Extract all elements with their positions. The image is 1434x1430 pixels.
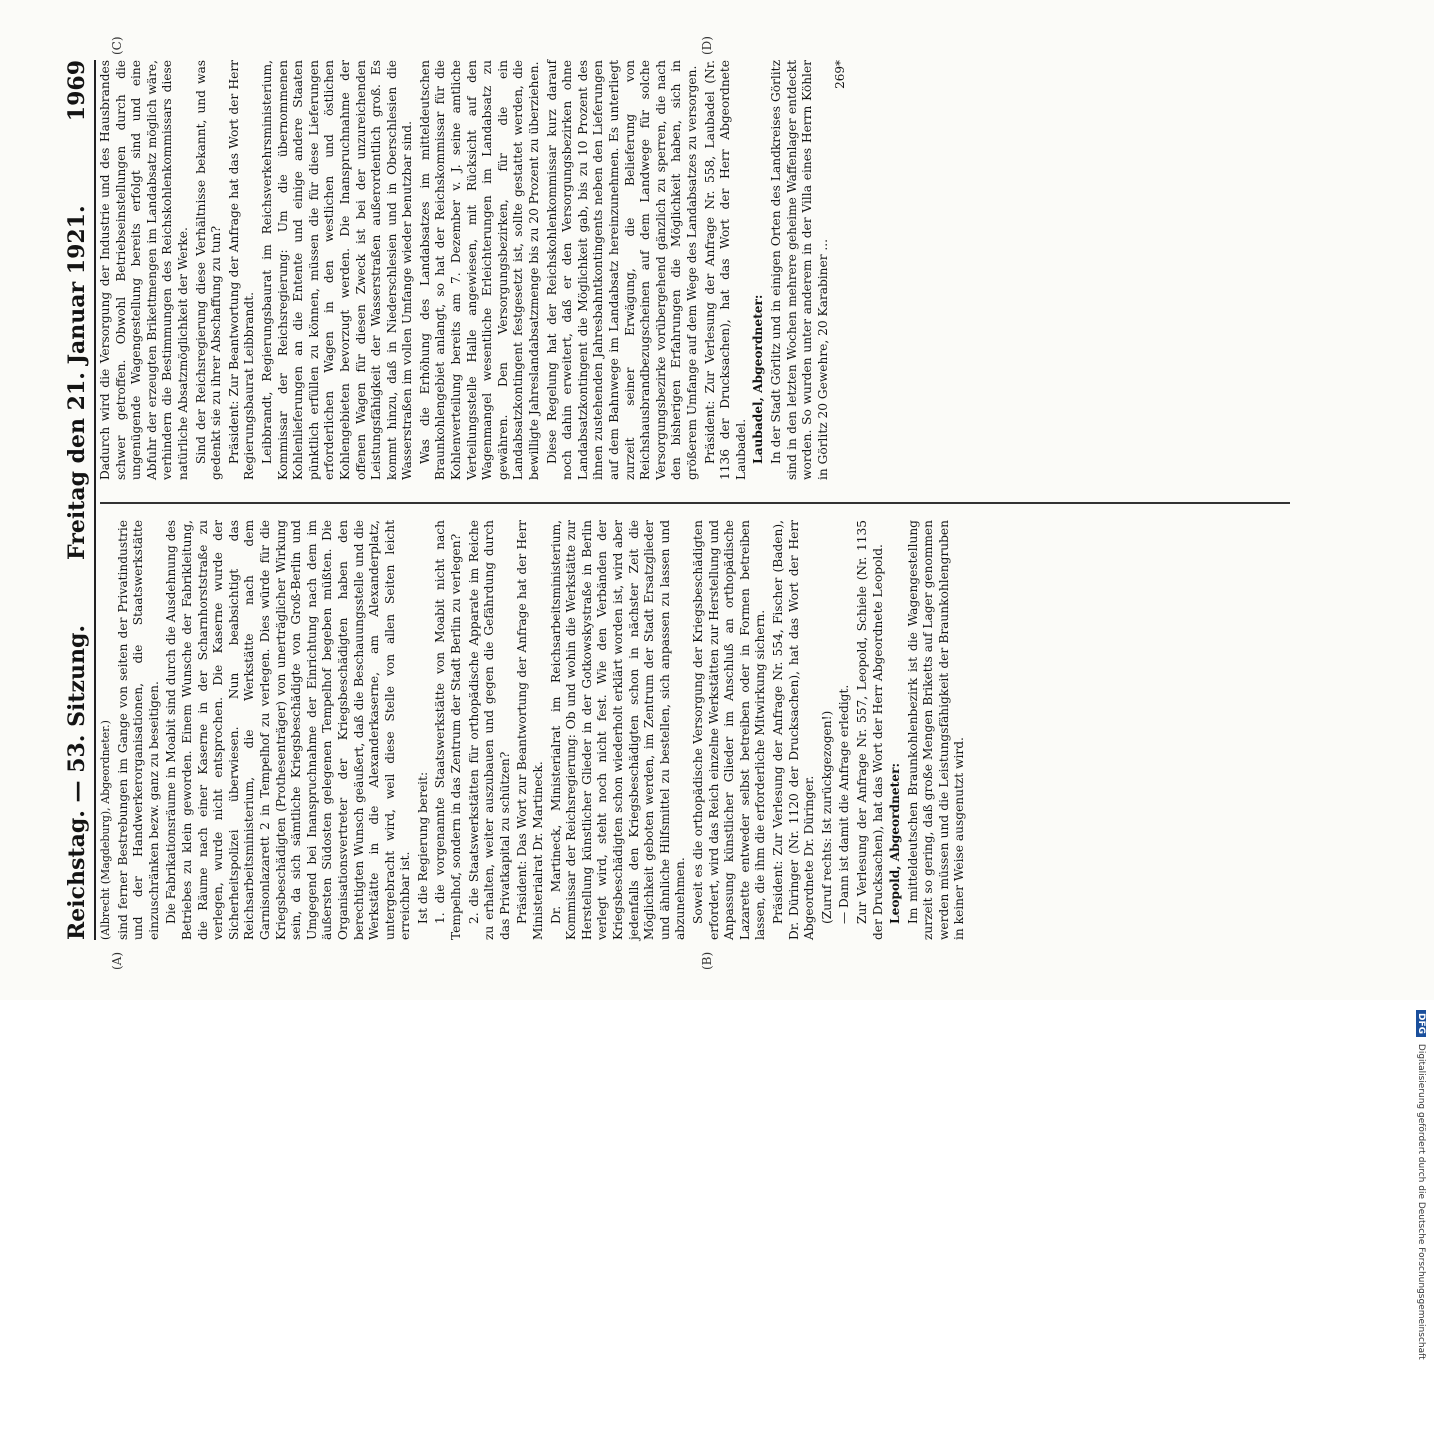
dfg-logo: DFG xyxy=(1416,1010,1426,1037)
paragraph: 1. die vorgenannte Staatswerkstätte von Moabit nicht nach Tempelhof, sondern in das Zentrum der Stadt Berlin zu verlegen? xyxy=(433,520,464,940)
paragraph: Präsident: Das Wort zur Beantwortung der Anfrage hat der Herr Ministerialrat Dr. Martineck. xyxy=(515,520,546,940)
paragraph: Dr. Martineck, Ministerialrat im Reichsarbeitsministerium, Kommissar der Reichsregierung: Ob und wohin die Werkstätte zur Herstellung künstlicher Glieder in der Gotkowskystraße in Berlin verlegt wird, steht noch nicht fest. Wie den Verbänden der Kriegsbeschädigten schon wiederholt erklärt worden ist, wird aber jedenfalls den Kriegsbeschädigten schon in nächster Zeit die Möglichkeit geboten werden, im Zentrum der Stadt Ersatzglieder und ähnliche Hilfsmittel zu bestellen, sich anpassen zu lassen und abzunehmen. xyxy=(548,520,688,940)
funding-text: Digitalisierung gefördert durch die Deutsche Forschungsgemeinschaft xyxy=(1416,1043,1426,1360)
paragraph: Zur Verlesung der Anfrage Nr. 557, Leopold, Schiele (Nr. 1135 der Drucksachen), hat das Wort der Herr Abgeordnete Leopold. xyxy=(854,520,885,940)
speaker-name: Leopold, Abgeordneter: xyxy=(888,763,903,924)
header-date: Freitag den 21. Januar 1921. xyxy=(64,205,90,560)
paragraph: Dadurch wird die Versorgung der Industrie und des Hausbrandes schwer getroffen. Obwohl Betriebseinstellungen durch die ungenügende Wagengestellung bereits erfolgt sind und eine Abfuhr der erzeugten Brikettmengen im Landabsatz möglich wäre, verhindern die Bestimmungen des Reichskohlenkommissars diese natürliche Absatzmöglichkeit der Werke. xyxy=(98,60,190,480)
paragraph: Sind der Reichsregierung diese Verhältnisse bekannt, und was gedenkt sie zu ihrer Abschaffung zu tun? xyxy=(193,60,224,480)
paragraph: 2. die Staatswerkstätten für orthopädische Apparate im Reiche zu erhalten, weiter auszubauen und gegen die Gefährdung durch das Privatkapital zu schützen? xyxy=(466,520,512,940)
page-header xyxy=(60,60,96,940)
paragraph: Präsident: Zur Beantwortung der Anfrage hat das Wort der Herr Regierungsbaurat Leibbrandt. xyxy=(226,60,257,480)
margin-label-a: (A) xyxy=(110,951,124,970)
margin-label-c: (C) xyxy=(110,36,124,55)
paragraph: In der Stadt Görlitz und in einigen Orten des Landkreises Görlitz sind in den letzten Wochen mehrere geheime Waffenlager entdeckt worden. So wurden unter anderem in der Villa eines Herrn Köhler in Görlitz 20 Gewehre, 20 Karabiner ... xyxy=(768,60,830,480)
paragraph: (Zuruf rechts: Ist zurückgezogen!) xyxy=(819,710,834,924)
funding-note xyxy=(1414,1010,1426,1430)
paragraph: Präsident: Zur Verlesung der Anfrage Nr. 558, Laubadel (Nr. 1136 der Drucksachen), hat das Wort der Herr Abgeordnete Laubadel. xyxy=(702,60,748,480)
margin-label-d: (D) xyxy=(700,36,714,55)
speaker-reference: (Albrecht (Magdeburg), Abgeordneter.) xyxy=(99,720,112,940)
left-column xyxy=(98,520,970,940)
paragraph: Was die Erhöhung des Landabsatzes im mitteldeutschen Braunkohlengebiet anlangt, so hat der Reichskommissar für die Kohlenverteilung bereits am 7. Dezember v. J. seine amtliche Verteilungsstelle Halle angewiesen, mit Rücksicht auf den Wagenmangel wesentliche Erleichterungen im Landabsatz zu gewähren. Den Versorgungsbezirken, für die ein Landabsatzkontingent festgesetzt ist, sollte gestattet werden, die bewilligte Jahreslandabsatzmenge bis zu 20 Prozent zu überziehen. xyxy=(417,60,542,480)
margin-label-b: (B) xyxy=(700,951,714,970)
speaker-name: Laubadel, Abgeordneter: xyxy=(751,294,766,464)
paragraph: Präsident: Zur Verlesung der Anfrage Nr. 554, Fischer (Baden), Dr. Düringer (Nr. 1120 der Drucksachen), hat das Wort der Herr Abgeordnete Dr. Düringer. xyxy=(770,520,817,940)
paragraph: Diese Regelung hat der Reichskohlenkommissar kurz darauf noch dahin erweitert, daß er den Versorgungsbezirken ohne Landabsatzkontingent die Möglichkeit gab, bis zu 10 Prozent des ihnen zustehenden Jahresbahntkontingents neben den Lieferungen auf dem Bahnwege im Landabsatz hereinzunehmen. Es unterliegt zurzeit seiner Erwägung, die Belieferung von Reichshausbrandbezugscheinen auf dem Landwege für solche Versorgungsbezirke vorübergehend gänzlich zu sperren, die nach den bisherigen Erfahrungen die Möglichkeit haben, sich in größerem Umfange auf dem Wege des Landabsatzes zu versorgen. xyxy=(544,60,699,480)
paragraph: Die Fabrikationsräume in Moabit sind durch die Ausdehnung des Betriebes zu klein geworden. Einem Wunsche der Fabrikleitung, die Räume nach einer Kaserne in der Scharnhorststraße zu verlegen, wurde nicht entsprochen. Die Kaserne wurde der Sicherheitspolizei überwiesen. Nun beabsichtigt das Reichsarbeitsministerium, die Werkstätte nach dem Garnisonlazarett 2 in Tempelhof zu verlegen. Dies würde für die Kriegsbeschädigten (Prothesenträger) von unerträglicher Wirkung sein, da sich sämtliche Kriegsbeschädigte von Groß-Berlin und Umgegend bei Inanspruchnahme der Einrichtung nach dem im äußersten Südosten gelegenen Tempelhof begeben müßten. Die Organisationsvertreter der Kriegsbeschädigten haben den berechtigten Wunsch geäußert, daß die Beschauungsstelle und die Werkstätte in die Alexanderkaserne, am Alexanderplatz, untergebracht wird, weil diese Stelle von allen Seiten leicht erreichbar ist. xyxy=(164,520,413,940)
header-left: Reichstag. — 53. Sitzung. xyxy=(64,624,90,940)
paragraph: Im mitteldeutschen Braunkohlenbezirk ist die Wagengestellung zurzeit so gering, daß große Mengen Briketts auf Lager genommen werden müssen und die Leistungsfähigkeit der Braunkohlengruben in keiner Weise ausgenutzt wird. xyxy=(905,520,967,940)
right-column xyxy=(98,60,851,480)
page-number: 1969 xyxy=(64,60,90,122)
paragraph: Soweit es die orthopädische Versorgung der Kriegsbeschädigten erfordert, wird das Reich einzelne Werkstätten zur Herstellung und Anpassung künstlicher Glieder im Anschluß an orthopädische Lazarette entweder selbst betreiben oder in Formen betreiben lassen, die ihm die erforderliche Mitwirkung sichern. xyxy=(690,520,768,940)
paragraph: sind ferner Bestrebungen im Gange von seiten der Privatindustrie und der Handwerkerorganisationen, die Staatswerkstätte einzuschränken bezw. ganz zu beseitigen. xyxy=(115,520,161,940)
paragraph: Leibbrandt, Regierungsbaurat im Reichsverkehrsministerium, Kommissar der Reichsregierung: Um die übernommenen Kohlenlieferungen an die Entente und einige andere Staaten pünktlich erfüllen zu können, müssen die für diese Lieferungen erforderlichen Wagen in den westlichen und östlichen Kohlengebieten bevorzugt werden. Die Inanspruchnahme der offenen Wagen für diesen Zweck ist bei der unzureichenden Leistungsfähigkeit der Wasserstraßen außerordentlich groß. Es kommt hinzu, daß in Niederschlesien und in Oberschlesien die Wasserstraßen im vollen Umfange wieder benutzbar sind. xyxy=(259,60,415,480)
column-divider xyxy=(100,502,1290,504)
signature-mark: 269* xyxy=(833,60,848,89)
paragraph: — Dann ist damit die Anfrage erledigt. xyxy=(837,684,852,924)
paragraph: Ist die Regierung bereit: xyxy=(415,771,430,924)
